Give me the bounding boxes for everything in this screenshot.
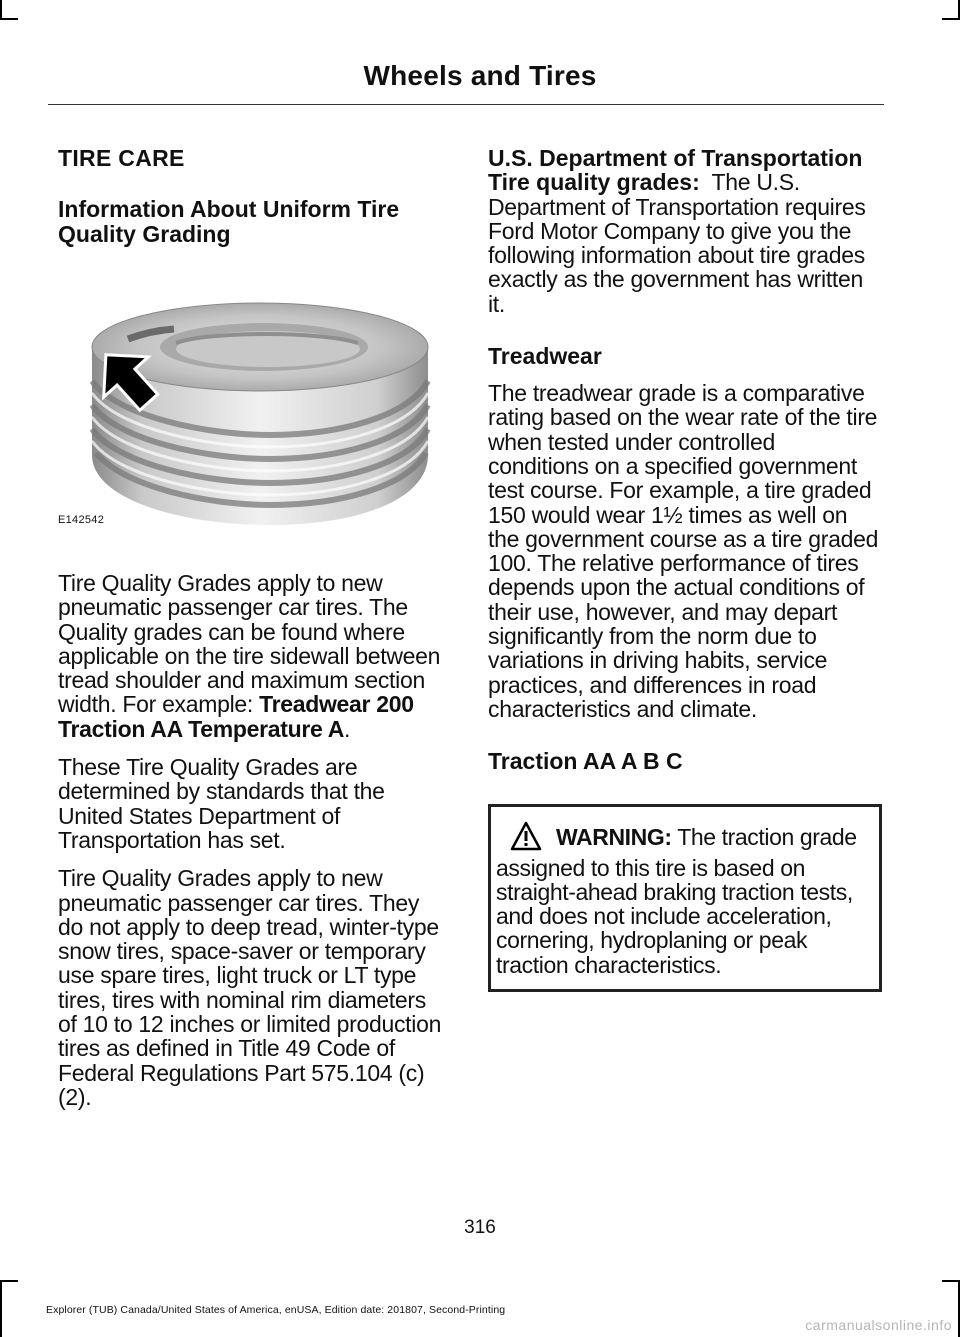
crop-mark: [0, 0, 2, 18]
dot-paragraph: [488, 146, 880, 316]
right-column: [488, 146, 880, 992]
treadwear-heading: Treadwear: [488, 343, 602, 370]
section-title: TIRE CARE: [58, 145, 185, 171]
warning-paragraph: [496, 821, 874, 977]
figure-code: E142542: [58, 514, 105, 526]
warning-triangle-icon: [510, 821, 542, 855]
warning-text: The traction grade assigned to this tire is based on straight-ahead braking traction tests, and does not include acceleration, cornering, hydroplaning or peak traction characteristics.: [496, 824, 857, 978]
crop-mark: [0, 18, 18, 20]
treadwear-text: The treadwear grade is a comparative rating based on the wear rate of the tire when tested under controlled conditions on a specified government test course. For example, a tire graded 150 would wear 1½ times as well on the government course as a tire graded 100. The relative performance of tires depends upon the actual conditions of their use, however, and may depart significantly from the norm due to variations in driving habits, service practices, and differences in road characteristics and climate.: [488, 380, 879, 722]
tire-figure: [58, 277, 450, 527]
page-number: 316: [464, 1217, 496, 1238]
subsection-title: Information About Uniform Tire Quality Grading: [58, 196, 400, 247]
dot-text: The U.S. Department of Transportation requires Ford Motor Company to give you the following information about tire grades exactly as the government has written it.: [488, 169, 866, 317]
watermark: carmanualsonline.info: [805, 1317, 952, 1333]
warning-label: WARNING:: [556, 824, 672, 851]
crop-mark: [942, 18, 960, 20]
paragraph-end: .: [344, 715, 351, 742]
left-column: [58, 146, 450, 1109]
tire-with-arrow-illustration: [58, 277, 450, 527]
page-title: Wheels and Tires: [363, 60, 597, 91]
edition-footer: Explorer (TUB) Canada/United States of America, enUSA, Edition date: 201807, Second-Printing: [46, 1304, 506, 1316]
crop-mark: [0, 1280, 18, 1282]
paragraph: [58, 571, 450, 741]
crop-mark: [0, 1280, 2, 1337]
dot-heading: U.S. Department of Transportation Tire quality grades:: [488, 145, 863, 196]
warning-box: [488, 804, 882, 992]
paragraph: These Tire Quality Grades are determined by standards that the United States Department of Transportation has set.: [58, 754, 385, 853]
header-divider: [48, 104, 884, 105]
paragraph: Tire Quality Grades apply to new pneumatic passenger car tires. They do not apply to deep tread, winter-type snow tires, space-saver or temporary use spare tires, light truck or LT type tires, tires with nominal rim diameters of 10 to 12 inches or limited production tires as defined in Title 49 Code of Federal Regulations Part 575.104 (c)(2).: [58, 865, 442, 1110]
grade-example: Treadwear 200 Traction AA Temperature A: [58, 691, 414, 742]
paragraph-text: Tire Quality Grades apply to new pneumatic passenger car tires. The Quality grades can be found where applicable on the tire sidewall between tread shoulder and maximum section width. For example:: [58, 570, 441, 718]
traction-heading: Traction AA A B C: [488, 748, 683, 775]
